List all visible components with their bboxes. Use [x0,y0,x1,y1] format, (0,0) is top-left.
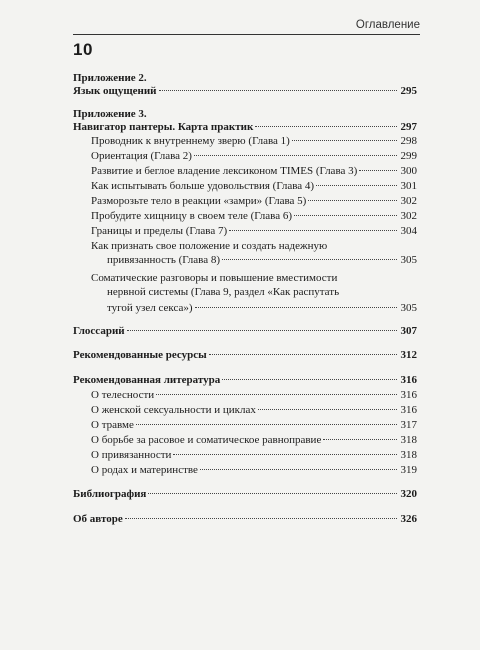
toc-page: 316 [400,389,417,401]
dot-leader [294,215,397,216]
dot-leader [316,185,397,186]
toc-title: Пробудите хищницу в своем теле (Глава 6) [91,210,293,222]
toc-title: О телесности [91,389,155,401]
toc-entry[interactable] [0,325,480,338]
toc-entry[interactable] [0,302,480,315]
toc-entry-line [91,240,327,253]
toc-title: тугой узел секса») [107,302,193,314]
toc-page: 320 [400,488,417,500]
toc-page: 319 [400,464,417,476]
toc-title: Ориентация (Глава 2) [91,150,192,162]
toc-entry[interactable] [0,195,480,208]
toc-page: 298 [400,135,417,147]
dot-leader [159,90,397,91]
toc-entry[interactable] [0,404,480,417]
toc-entry[interactable] [0,374,480,387]
toc-page: 299 [400,150,417,162]
header-rule [73,34,420,35]
toc-entry-line [91,272,337,285]
toc-title: О травме [91,419,134,431]
dot-leader [258,409,397,410]
toc-entry[interactable] [0,419,480,432]
toc-entry[interactable] [0,488,480,501]
toc-entry[interactable] [0,121,480,134]
toc-entry[interactable] [0,254,480,267]
toc-entry[interactable] [0,449,480,462]
toc-title: Проводник к внутреннему зверю (Глава 1) [91,135,290,147]
toc-entry[interactable] [0,135,480,148]
dot-leader [323,439,397,440]
toc-page: 312 [400,349,417,361]
toc-entry[interactable] [0,210,480,223]
toc-title: Развитие и беглое владение лексиконом TIMES (Глава 3) [91,165,358,177]
toc-page: 318 [400,434,417,446]
toc-title: Библиография [73,488,147,500]
dot-leader [125,518,397,519]
toc-title: Границы и пределы (Глава 7) [91,225,228,237]
toc-page: 326 [400,513,417,525]
toc-page: 316 [400,404,417,416]
dot-leader [308,200,397,201]
toc-page: 304 [400,225,417,237]
toc-title: О привязанности [91,449,172,461]
dot-leader [222,259,397,260]
dot-leader [195,307,397,308]
toc-entry[interactable] [0,389,480,402]
toc-page: 295 [400,85,417,97]
toc-title: О женской сексуальности и циклах [91,404,256,416]
toc-entry[interactable] [0,434,480,447]
toc-heading [73,72,147,85]
dot-leader [255,126,397,127]
toc-title: Как признать свое положение и создать надежную [91,240,328,252]
toc-page: 305 [400,254,417,266]
dot-leader [200,469,397,470]
toc-title: Глоссарий [73,325,125,337]
dot-leader [136,424,397,425]
toc-entry-line [107,286,339,299]
toc-entry[interactable] [0,225,480,238]
toc-entry[interactable] [0,150,480,163]
toc-page: 300 [400,165,417,177]
dot-leader [222,379,397,380]
toc-title: Рекомендованные ресурсы [73,349,207,361]
toc-page: 302 [400,195,417,207]
toc-page: 305 [400,302,417,314]
toc-title: Приложение 2. [73,72,147,84]
toc-title: привязанность (Глава 8) [107,254,221,266]
dot-leader [127,330,397,331]
toc-title: Рекомендованная литература [73,374,221,386]
dot-leader [148,493,397,494]
toc-page: 301 [400,180,417,192]
toc-title: Язык ощущений [73,85,157,97]
toc-title: нервной системы (Глава 9, раздел «Как распутать [107,286,340,298]
toc-title: Как испытывать больше удовольствия (Глава 4) [91,180,315,192]
toc-page: 302 [400,210,417,222]
toc-title: Разморозьте тело в реакции «замри» (Глава 5) [91,195,307,207]
page-number: 10 [73,40,93,59]
toc-title: О родах и материнстве [91,464,198,476]
toc-heading [73,108,147,121]
toc-entry[interactable] [0,464,480,477]
dot-leader [194,155,397,156]
dot-leader [229,230,397,231]
toc-title: О борьбе за расовое и соматическое равноправие [91,434,322,446]
toc-entry[interactable] [0,165,480,178]
toc-title: Навигатор пантеры. Карта практик [73,121,254,133]
dot-leader [173,454,397,455]
dot-leader [209,354,397,355]
toc-page: 316 [400,374,417,386]
toc-page: 318 [400,449,417,461]
toc-page: 317 [400,419,417,431]
toc-entry[interactable] [0,180,480,193]
toc-entry[interactable] [0,513,480,526]
toc-title: Соматические разговоры и повышение вместимости [91,272,338,284]
running-head: Оглавление [355,19,420,31]
toc-page: 297 [400,121,417,133]
dot-leader [292,140,397,141]
toc-entry[interactable] [0,85,480,98]
dot-leader [156,394,397,395]
toc-title: Приложение 3. [73,108,147,120]
toc-entry[interactable] [0,349,480,362]
dot-leader [359,170,397,171]
toc-page: 307 [400,325,417,337]
toc-title: Об авторе [73,513,123,525]
